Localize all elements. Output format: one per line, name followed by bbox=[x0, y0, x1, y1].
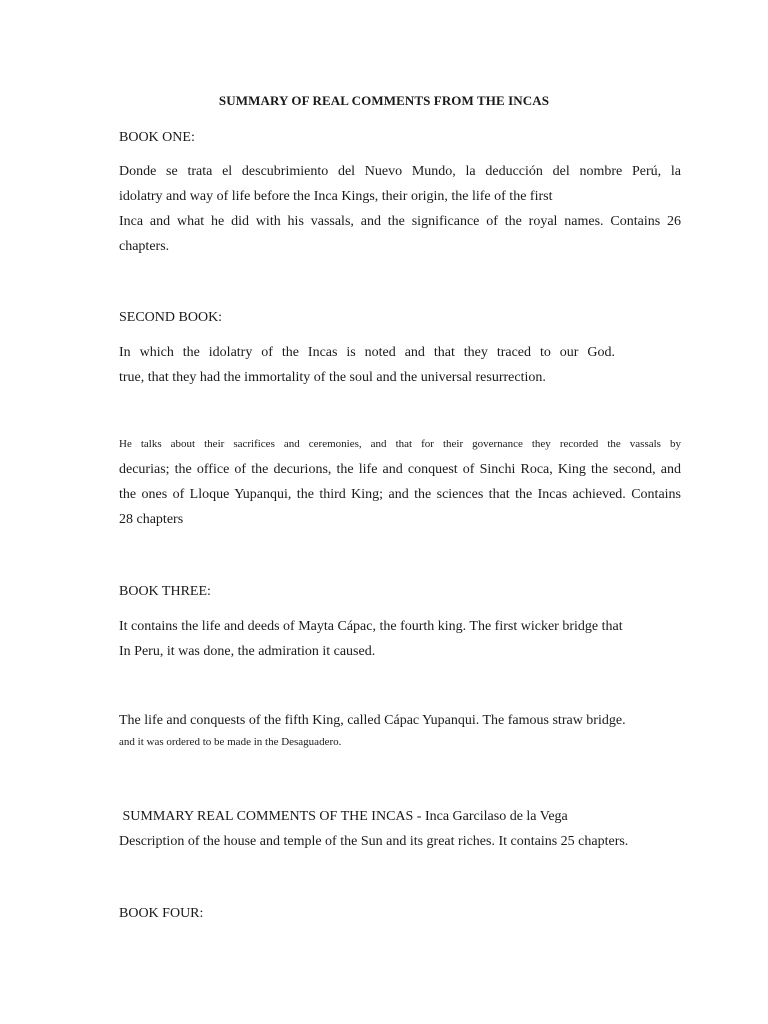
book-two-continuation bbox=[119, 432, 681, 532]
book-three-paragraph-three-line: SUMMARY REAL COMMENTS OF THE INCAS - Inca Garcilaso de la Vega bbox=[119, 809, 568, 824]
book-two-line: In which the idolatry of the Incas is noted and that they traced to our God. bbox=[119, 345, 615, 360]
book-three-paragraph-two-line: The life and conquests of the fifth King, called Cápac Yupanqui. The famous straw bridge. bbox=[119, 713, 626, 728]
book-four-heading: BOOK FOUR: bbox=[119, 906, 204, 921]
book-one-line: Inca and what he did with his vassals, and the significance of the royal names. Contains 26 bbox=[119, 214, 681, 229]
book-three-paragraph-three-line: Description of the house and temple of the Sun and its great riches. It contains 25 chapters. bbox=[119, 834, 629, 849]
book-three-paragraph-three bbox=[119, 804, 681, 854]
book-three-paragraph-two-small-line: and it was ordered to be made in the Desaguadero. bbox=[119, 736, 342, 748]
book-two-paragraph bbox=[119, 340, 681, 390]
book-one-heading: BOOK ONE: bbox=[119, 130, 195, 145]
book-one-line: idolatry and way of life before the Inca Kings, their origin, the life of the first bbox=[119, 189, 553, 204]
book-two-small-line: He talks about their sacrifices and ceremonies, and that for their governance they recorded the vassals by bbox=[119, 438, 681, 450]
book-two-continuation-line: the ones of Lloque Yupanqui, the third King; and the sciences that the Incas achieved. Contains bbox=[119, 487, 681, 502]
book-three-line: In Peru, it was done, the admiration it caused. bbox=[119, 644, 376, 659]
document-title: SUMMARY OF REAL COMMENTS FROM THE INCAS bbox=[218, 93, 550, 108]
book-three-heading: BOOK THREE: bbox=[119, 584, 211, 599]
book-two-line: true, that they had the immortality of the soul and the universal resurrection. bbox=[119, 370, 546, 385]
book-two-heading: SECOND BOOK: bbox=[119, 310, 223, 325]
book-one-line: Donde se trata el descubrimiento del Nuevo Mundo, la deducción del nombre Perú, la bbox=[119, 164, 681, 179]
book-two-continuation-line: 28 chapters bbox=[119, 512, 184, 527]
book-three-line: It contains the life and deeds of Mayta Cápac, the fourth king. The first wicker bridge that bbox=[119, 619, 623, 634]
book-one-line: chapters. bbox=[119, 239, 170, 254]
book-three-paragraph-two bbox=[119, 708, 681, 751]
book-one-paragraph bbox=[119, 159, 681, 259]
book-three-paragraph bbox=[119, 614, 681, 664]
book-two-continuation-line: decurias; the office of the decurions, the life and conquest of Sinchi Roca, King the second, and bbox=[119, 462, 681, 477]
